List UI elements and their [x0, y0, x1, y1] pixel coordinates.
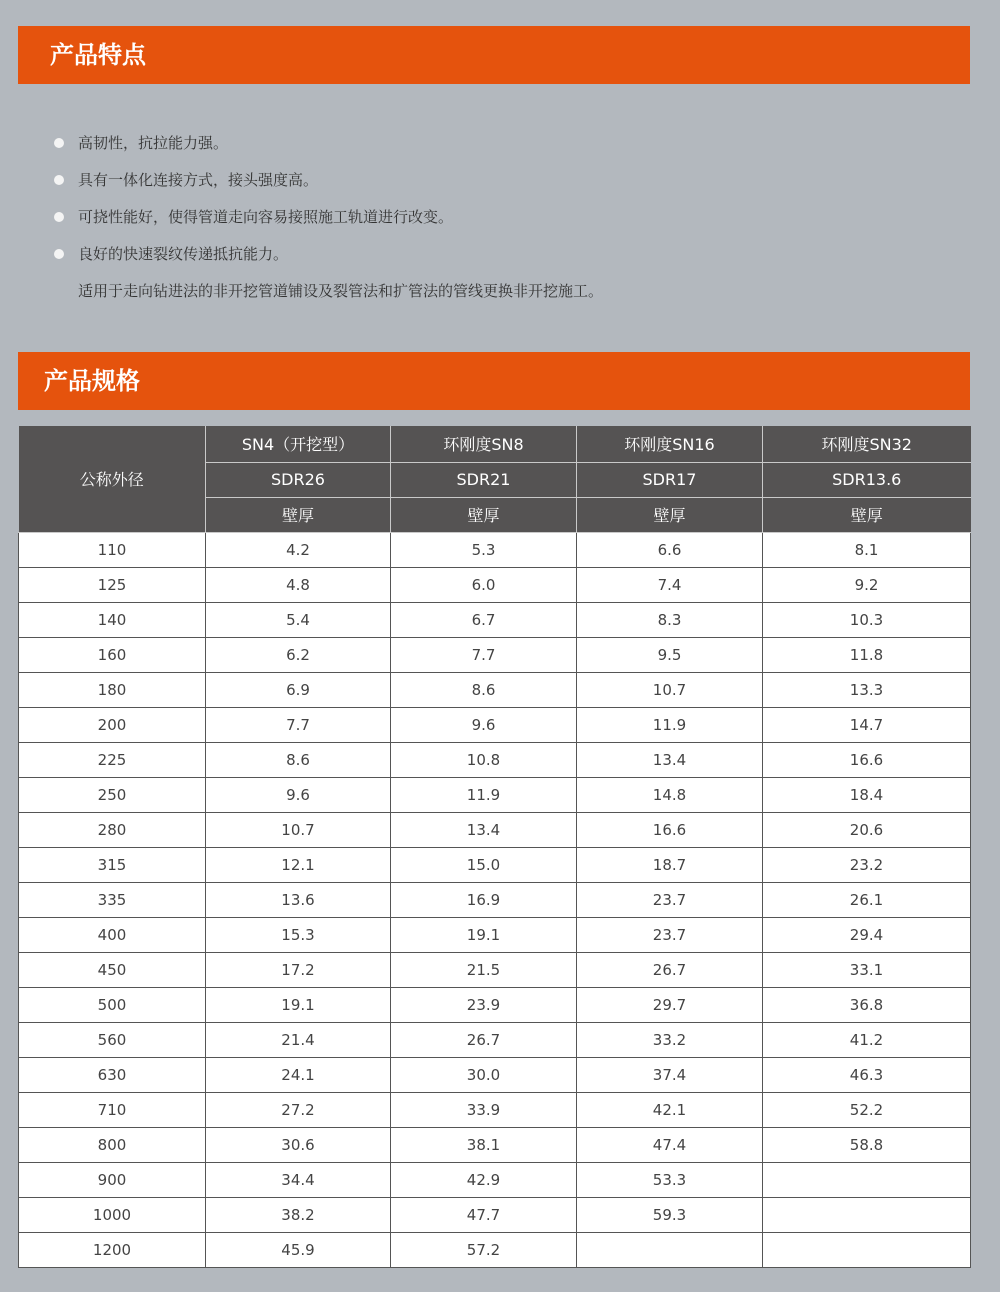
table-row — [19, 777, 971, 812]
cell-thickness: 27.2 — [206, 1092, 391, 1127]
bullet-icon — [54, 138, 64, 148]
cell-thickness: 9.6 — [391, 707, 577, 742]
cell-diameter: 125 — [19, 567, 206, 602]
table-row — [19, 672, 971, 707]
cell-thickness: 11.9 — [391, 777, 577, 812]
cell-thickness: 26.7 — [577, 952, 763, 987]
cell-thickness: 16.6 — [763, 742, 971, 777]
cell-thickness: 45.9 — [206, 1232, 391, 1267]
cell-diameter: 225 — [19, 742, 206, 777]
cell-thickness: 4.8 — [206, 567, 391, 602]
cell-thickness: 52.2 — [763, 1092, 971, 1127]
table-row — [19, 1197, 971, 1232]
cell-thickness: 30.0 — [391, 1057, 577, 1092]
cell-thickness: 6.6 — [577, 532, 763, 567]
cell-thickness — [763, 1162, 971, 1197]
cell-thickness: 58.8 — [763, 1127, 971, 1162]
header-wall-thickness: 壁厚 — [763, 497, 971, 532]
cell-thickness: 10.7 — [206, 812, 391, 847]
header-sdr: SDR17 — [577, 462, 763, 497]
header-sn: 环刚度SN8 — [391, 426, 577, 462]
cell-diameter: 180 — [19, 672, 206, 707]
header-sn: SN4（开挖型） — [206, 426, 391, 462]
cell-thickness: 19.1 — [206, 987, 391, 1022]
cell-thickness: 8.6 — [206, 742, 391, 777]
bullet-icon — [54, 175, 64, 185]
cell-thickness: 18.7 — [577, 847, 763, 882]
cell-thickness: 5.3 — [391, 532, 577, 567]
header-nominal-diameter: 公称外径 — [19, 426, 206, 532]
cell-thickness: 38.1 — [391, 1127, 577, 1162]
cell-thickness: 6.0 — [391, 567, 577, 602]
cell-thickness: 38.2 — [206, 1197, 391, 1232]
table-row — [19, 742, 971, 777]
cell-thickness: 41.2 — [763, 1022, 971, 1057]
cell-thickness: 18.4 — [763, 777, 971, 812]
table-row — [19, 1162, 971, 1197]
table-row — [19, 952, 971, 987]
table-row — [19, 567, 971, 602]
table-row — [19, 1022, 971, 1057]
cell-diameter: 800 — [19, 1127, 206, 1162]
cell-thickness: 6.7 — [391, 602, 577, 637]
cell-diameter: 1000 — [19, 1197, 206, 1232]
spec-table-body — [19, 532, 971, 1267]
cell-diameter: 110 — [19, 532, 206, 567]
cell-thickness: 16.9 — [391, 882, 577, 917]
cell-thickness: 20.6 — [763, 812, 971, 847]
cell-thickness: 36.8 — [763, 987, 971, 1022]
cell-diameter: 710 — [19, 1092, 206, 1127]
cell-thickness: 10.8 — [391, 742, 577, 777]
cell-thickness: 15.0 — [391, 847, 577, 882]
feature-item — [50, 128, 950, 165]
cell-diameter: 630 — [19, 1057, 206, 1092]
header-wall-thickness: 壁厚 — [577, 497, 763, 532]
cell-diameter: 250 — [19, 777, 206, 812]
table-row — [19, 882, 971, 917]
cell-thickness: 13.4 — [577, 742, 763, 777]
cell-thickness: 10.3 — [763, 602, 971, 637]
cell-thickness: 57.2 — [391, 1232, 577, 1267]
cell-thickness: 9.5 — [577, 637, 763, 672]
cell-thickness: 14.7 — [763, 707, 971, 742]
cell-thickness: 9.2 — [763, 567, 971, 602]
cell-thickness: 10.7 — [577, 672, 763, 707]
cell-diameter: 160 — [19, 637, 206, 672]
header-sdr: SDR13.6 — [763, 462, 971, 497]
cell-thickness: 11.8 — [763, 637, 971, 672]
section-title-features: 产品特点 — [18, 26, 970, 84]
feature-text: 良好的快速裂纹传递抵抗能力。 — [78, 245, 289, 263]
cell-thickness: 24.1 — [206, 1057, 391, 1092]
header-sn: 环刚度SN16 — [577, 426, 763, 462]
cell-thickness: 15.3 — [206, 917, 391, 952]
cell-diameter: 280 — [19, 812, 206, 847]
cell-thickness: 13.3 — [763, 672, 971, 707]
table-row — [19, 812, 971, 847]
cell-diameter: 140 — [19, 602, 206, 637]
cell-thickness: 33.9 — [391, 1092, 577, 1127]
cell-thickness: 34.4 — [206, 1162, 391, 1197]
cell-thickness: 42.9 — [391, 1162, 577, 1197]
cell-diameter: 900 — [19, 1162, 206, 1197]
cell-thickness: 26.7 — [391, 1022, 577, 1057]
cell-thickness: 53.3 — [577, 1162, 763, 1197]
cell-thickness: 8.3 — [577, 602, 763, 637]
table-row — [19, 637, 971, 672]
cell-thickness — [763, 1232, 971, 1267]
cell-thickness: 59.3 — [577, 1197, 763, 1232]
cell-thickness: 37.4 — [577, 1057, 763, 1092]
cell-diameter: 500 — [19, 987, 206, 1022]
cell-thickness: 23.7 — [577, 882, 763, 917]
header-sdr: SDR21 — [391, 462, 577, 497]
cell-thickness: 23.2 — [763, 847, 971, 882]
cell-thickness: 7.7 — [206, 707, 391, 742]
cell-thickness: 6.2 — [206, 637, 391, 672]
cell-thickness: 29.4 — [763, 917, 971, 952]
header-sn: 环刚度SN32 — [763, 426, 971, 462]
feature-item — [50, 239, 950, 276]
cell-thickness: 13.4 — [391, 812, 577, 847]
cell-thickness: 21.4 — [206, 1022, 391, 1057]
cell-thickness: 11.9 — [577, 707, 763, 742]
feature-text: 可挠性能好，使得管道走向容易接照施工轨道进行改变。 — [78, 208, 454, 226]
cell-diameter: 400 — [19, 917, 206, 952]
table-row — [19, 707, 971, 742]
feature-item — [50, 202, 950, 239]
cell-thickness: 29.7 — [577, 987, 763, 1022]
cell-diameter: 450 — [19, 952, 206, 987]
cell-thickness: 47.4 — [577, 1127, 763, 1162]
table-row — [19, 917, 971, 952]
feature-text: 高韧性，抗拉能力强。 — [78, 134, 229, 152]
section-title-specs: 产品规格 — [18, 352, 970, 410]
cell-diameter: 1200 — [19, 1232, 206, 1267]
cell-thickness: 8.6 — [391, 672, 577, 707]
cell-thickness — [763, 1197, 971, 1232]
table-row — [19, 987, 971, 1022]
cell-thickness: 8.1 — [763, 532, 971, 567]
table-row — [19, 1232, 971, 1267]
header-sdr: SDR26 — [206, 462, 391, 497]
table-row — [19, 602, 971, 637]
cell-thickness: 17.2 — [206, 952, 391, 987]
spec-table — [18, 426, 971, 1268]
cell-diameter: 335 — [19, 882, 206, 917]
table-row — [19, 532, 971, 567]
cell-thickness: 4.2 — [206, 532, 391, 567]
cell-diameter: 200 — [19, 707, 206, 742]
cell-thickness: 23.9 — [391, 987, 577, 1022]
cell-thickness: 33.2 — [577, 1022, 763, 1057]
cell-thickness: 21.5 — [391, 952, 577, 987]
cell-thickness: 13.6 — [206, 882, 391, 917]
header-wall-thickness: 壁厚 — [391, 497, 577, 532]
cell-thickness: 5.4 — [206, 602, 391, 637]
cell-thickness: 12.1 — [206, 847, 391, 882]
table-row — [19, 1092, 971, 1127]
feature-list — [50, 128, 950, 313]
application-note — [50, 276, 950, 313]
feature-text: 具有一体化连接方式，接头强度高。 — [78, 171, 319, 189]
cell-thickness: 47.7 — [391, 1197, 577, 1232]
table-row — [19, 1127, 971, 1162]
bullet-icon — [54, 249, 64, 259]
cell-thickness: 14.8 — [577, 777, 763, 812]
cell-thickness: 6.9 — [206, 672, 391, 707]
cell-thickness: 30.6 — [206, 1127, 391, 1162]
cell-thickness: 33.1 — [763, 952, 971, 987]
cell-thickness — [577, 1232, 763, 1267]
bullet-icon — [54, 212, 64, 222]
cell-diameter: 315 — [19, 847, 206, 882]
cell-diameter: 560 — [19, 1022, 206, 1057]
cell-thickness: 19.1 — [391, 917, 577, 952]
header-wall-thickness: 壁厚 — [206, 497, 391, 532]
cell-thickness: 7.7 — [391, 637, 577, 672]
cell-thickness: 16.6 — [577, 812, 763, 847]
feature-item — [50, 165, 950, 202]
cell-thickness: 46.3 — [763, 1057, 971, 1092]
table-row — [19, 847, 971, 882]
table-row — [19, 1057, 971, 1092]
cell-thickness: 42.1 — [577, 1092, 763, 1127]
cell-thickness: 23.7 — [577, 917, 763, 952]
cell-thickness: 26.1 — [763, 882, 971, 917]
cell-thickness: 9.6 — [206, 777, 391, 812]
cell-thickness: 7.4 — [577, 567, 763, 602]
application-note-text: 适用于走向钻进法的非开挖管道铺设及裂管法和扩管法的管线更换非开挖施工。 — [78, 282, 604, 300]
